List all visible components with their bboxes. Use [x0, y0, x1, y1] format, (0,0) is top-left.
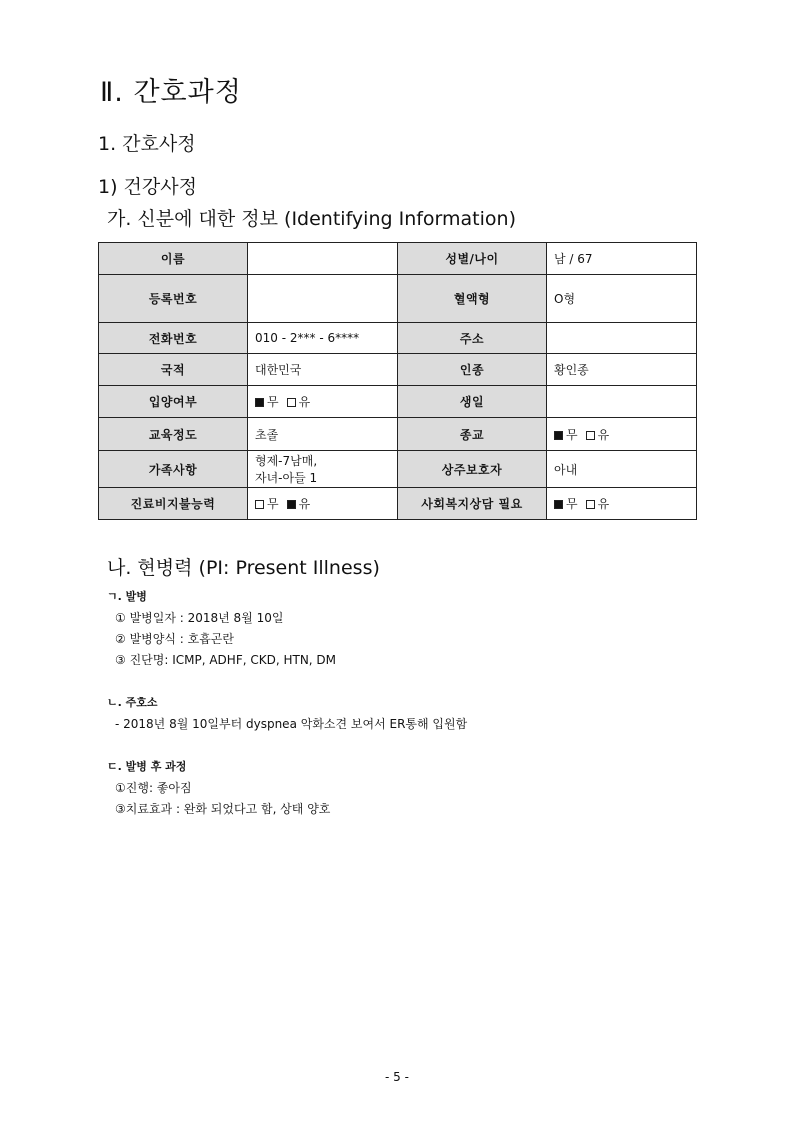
- identifying-info-title: 가. 신분에 대한 정보 (Identifying Information): [107, 208, 516, 230]
- field-label: 가족사항: [99, 451, 248, 488]
- present-illness-title: 나. 현병력 (PI: Present Illness): [107, 557, 380, 579]
- table-row: [99, 354, 697, 386]
- field-value: [248, 275, 398, 323]
- field-value: 황인종: [547, 354, 697, 386]
- onset-heading: ㄱ. 발병: [107, 590, 147, 603]
- field-value: O형: [547, 275, 697, 323]
- value-line: 형제-7남매,: [255, 454, 318, 468]
- table-row: [99, 323, 697, 354]
- field-value: [248, 243, 398, 275]
- field-value: 초졸: [248, 418, 398, 451]
- checkbox-label: 유: [597, 427, 610, 442]
- checkbox-label: 무: [566, 497, 578, 511]
- chief-complaint-heading: ㄴ. 주호소: [107, 696, 158, 709]
- field-label: 진료비지불능력: [99, 488, 248, 520]
- checkbox-option: [586, 426, 610, 443]
- health-assessment-title: 1) 건강사정: [98, 176, 197, 198]
- checked-box-icon: [255, 398, 264, 407]
- checkbox-label: 무: [566, 427, 578, 442]
- value-line: 자녀-아들 1: [255, 471, 318, 485]
- onset-mode-item: ② 발병양식 : 호흡곤란: [115, 632, 234, 646]
- checkbox-label: 유: [298, 497, 311, 511]
- table-row: [99, 386, 697, 418]
- checked-box-icon: [287, 500, 296, 509]
- field-label: 이름: [99, 243, 248, 275]
- field-value: [547, 386, 697, 418]
- checked-box-icon: [554, 500, 563, 509]
- field-label: 주소: [398, 323, 547, 354]
- field-label: 교육정도: [99, 418, 248, 451]
- diagnosis-item: ③ 진단명: ICMP, ADHF, CKD, HTN, DM: [115, 653, 337, 667]
- course-progress-item: ①진행: 좋아짐: [115, 781, 192, 795]
- field-label: 종교: [398, 418, 547, 451]
- section-title: Ⅱ. 간호과정: [100, 77, 242, 108]
- course-effect-item: ③치료효과 : 완화 되었다고 함, 상태 양호: [115, 802, 331, 816]
- subsection-title: 1. 간호사정: [98, 133, 196, 155]
- field-label: 생일: [398, 386, 547, 418]
- field-value: [248, 451, 398, 488]
- checked-box-icon: [554, 431, 563, 440]
- field-label: 성별/나이: [398, 243, 547, 275]
- field-label: 인종: [398, 354, 547, 386]
- field-value: 대한민국: [248, 354, 398, 386]
- field-value: [248, 488, 398, 520]
- field-label: 전화번호: [99, 323, 248, 354]
- onset-date-item: ① 발병일자 : 2018년 8월 10일: [115, 611, 284, 625]
- field-label: 사회복지상담 필요: [398, 488, 547, 520]
- field-value: 아내: [547, 451, 697, 488]
- unchecked-box-icon: [586, 431, 595, 440]
- table-row: [99, 243, 697, 275]
- checkbox-option: [287, 393, 311, 410]
- table-row: [99, 418, 697, 451]
- field-label: 등록번호: [99, 275, 248, 323]
- checkbox-option: [287, 495, 311, 512]
- checkbox-label: 유: [597, 497, 610, 511]
- field-value: 010 - 2*** - 6****: [248, 323, 398, 354]
- identifying-info-table: [98, 242, 697, 520]
- unchecked-box-icon: [586, 500, 595, 509]
- unchecked-box-icon: [255, 500, 264, 509]
- field-value: [547, 418, 697, 451]
- field-value: [547, 488, 697, 520]
- course-heading: ㄷ. 발병 후 과정: [107, 760, 187, 773]
- table-row: [99, 275, 697, 323]
- table-row: [99, 451, 697, 488]
- chief-complaint-item: - 2018년 8월 10일부터 dyspnea 악화소견 보여서 ER통해 입원함: [115, 717, 468, 731]
- checkbox-option: [255, 495, 279, 512]
- field-label: 상주보호자: [398, 451, 547, 488]
- unchecked-box-icon: [287, 398, 296, 407]
- checkbox-label: 무: [267, 395, 279, 409]
- checkbox-option: [255, 393, 279, 410]
- field-value: [547, 323, 697, 354]
- table-row: [99, 488, 697, 520]
- field-label: 입양여부: [99, 386, 248, 418]
- page-number: - 5 -: [385, 1070, 409, 1084]
- field-value: 남 / 67: [547, 243, 697, 275]
- checkbox-label: 유: [298, 395, 311, 409]
- field-label: 혈액형: [398, 275, 547, 323]
- checkbox-option: [554, 426, 578, 443]
- checkbox-option: [554, 495, 578, 512]
- field-value: [248, 386, 398, 418]
- checkbox-option: [586, 495, 610, 512]
- checkbox-label: 무: [267, 497, 279, 511]
- field-label: 국적: [99, 354, 248, 386]
